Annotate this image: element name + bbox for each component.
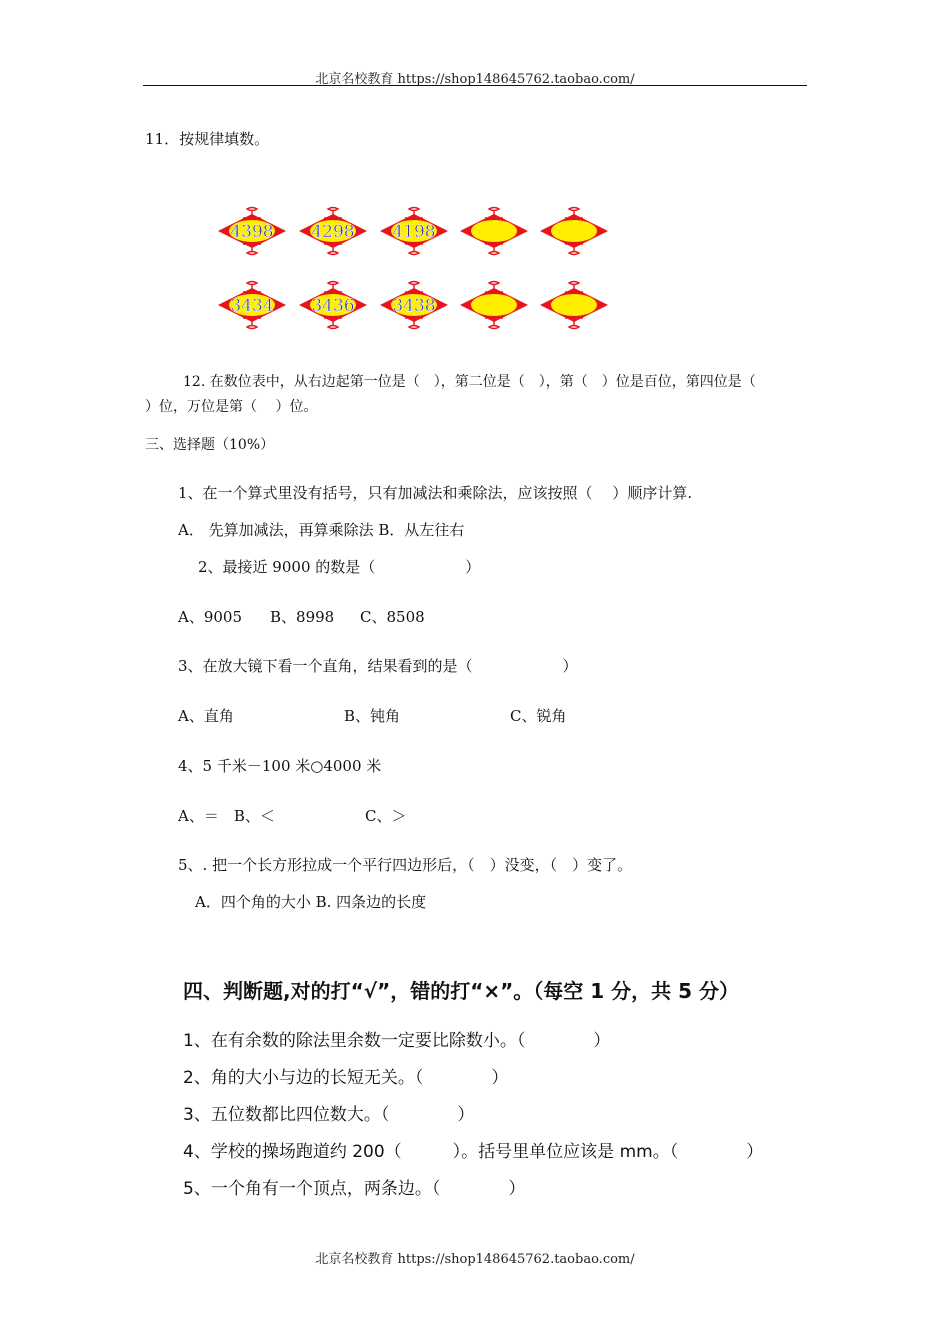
s3-q3-option-a: A、直角 (178, 707, 234, 725)
lantern-blank (538, 205, 610, 257)
s3-q4: 4、5 千米－100 米○4000 米 (178, 757, 382, 775)
lantern-number-text: 3436 (311, 296, 355, 316)
lantern-number-text: 3434 (230, 296, 274, 316)
q12-line-1: 12. 在数位表中，从右边起第一位是（ ），第二位是（ ），第（ ）位是百位，第四位是（ (183, 374, 756, 390)
s3-q5: 5、. 把一个长方形拉成一个平行四边形后，（ ）没变，（ ）变了。 (178, 856, 633, 874)
page-header: 北京名校教育 https://shop148645762.taobao.com/ (315, 72, 635, 87)
page-footer: 北京名校教育 https://shop148645762.taobao.com/ (315, 1252, 635, 1267)
lantern-blank (538, 279, 610, 331)
lantern-number-text: 4298 (311, 222, 355, 242)
s3-q1-options: A． 先算加减法，再算乘除法 B．从左往右 (178, 521, 465, 539)
lantern-number (297, 205, 369, 257)
lantern-shape (216, 279, 288, 331)
s4-item-5: 5、一个角有一个顶点，两条边。（ ） (183, 1179, 526, 1199)
s4-item-3: 3、五位数都比四位数大。（ ） (183, 1105, 475, 1125)
lantern-shape (216, 205, 288, 257)
s3-q2: 2、最接近 9000 的数是（ ） (198, 558, 481, 576)
s4-item-2: 2、角的大小与边的长短无关。（ ） (183, 1068, 509, 1088)
section-4-title: 四、判断题,对的打“√”，错的打“×”。（每空 1 分，共 5 分） (183, 979, 739, 1003)
q12-line-2: ）位，万位是第（ ）位。 (145, 399, 318, 415)
lantern-number (378, 205, 450, 257)
s3-q3-option-b: B、钝角 (344, 707, 401, 725)
section-3-title: 三、选择题（10%） (145, 437, 275, 453)
lantern-shape (458, 279, 530, 331)
s3-q2-option-c: C、8508 (360, 608, 425, 626)
lantern-number-text: 3438 (392, 296, 436, 316)
lantern-blank (458, 205, 530, 257)
lantern-number-text: 4198 (392, 222, 436, 242)
lantern-number (378, 279, 450, 331)
s4-item-1: 1、在有余数的除法里余数一定要比除数小。（ ） (183, 1031, 611, 1051)
s3-q5-options: A．四个角的大小 B. 四条边的长度 (195, 893, 427, 911)
lantern-number (216, 205, 288, 257)
lantern-shape (378, 279, 450, 331)
lantern-shape (378, 205, 450, 257)
s3-q2-option-a: A、9005 (178, 608, 243, 626)
s4-item-4: 4、学校的操场跑道约 200（ ）。括号里单位应该是 mm。（ ） (183, 1142, 764, 1162)
lantern-shape (458, 205, 530, 257)
lantern-number (297, 279, 369, 331)
lantern-shape (297, 279, 369, 331)
s3-q3-option-c: C、锐角 (510, 707, 567, 725)
s3-q4-option-ab: A、＝ B、＜ (178, 807, 275, 825)
s3-q2-option-b: B、8998 (270, 608, 335, 626)
lantern-shape (538, 205, 610, 257)
lantern-shape (538, 279, 610, 331)
lantern-blank (458, 279, 530, 331)
q11-title: 11．按规律填数。 (145, 130, 270, 148)
s3-q1: 1、在一个算式里没有括号，只有加减法和乘除法，应该按照（ ）顺序计算. (178, 484, 693, 502)
lantern-shape (297, 205, 369, 257)
s3-q4-option-c: C、＞ (365, 807, 407, 825)
lantern-number (216, 279, 288, 331)
header-rule (143, 85, 807, 86)
s3-q3: 3、在放大镜下看一个直角，结果看到的是（ ） (178, 657, 578, 675)
lantern-number-text: 4398 (230, 222, 274, 242)
